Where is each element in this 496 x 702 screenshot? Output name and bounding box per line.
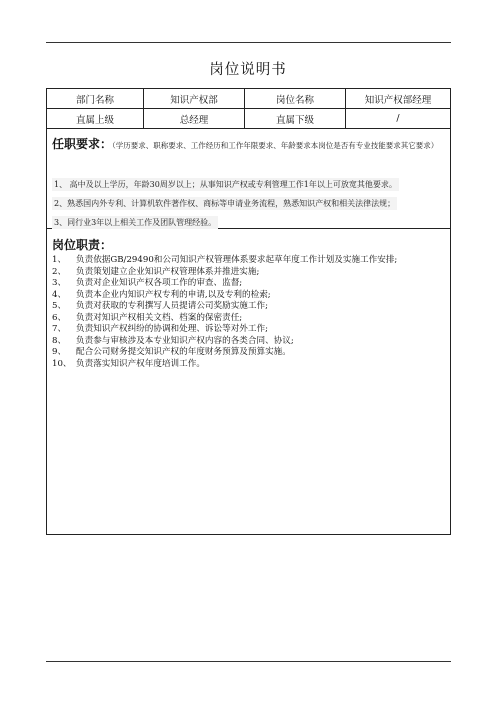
item-text: 负责策划建立企业知识产权管理体系并推进实施; [76,266,260,277]
table-row [47,109,451,129]
item-number: 1、 [52,255,67,265]
item-number: 6、 [52,312,67,323]
requirements-hint: （学历要求、职称要求、工作经历和工作年限要求、年龄要求本岗位是否有专业技能要求其它要求） [112,141,439,150]
list-item [52,290,397,302]
item-number: 5、 [52,301,67,311]
requirements-header [52,136,448,153]
item-number: 8、 [52,335,67,346]
label-position: 岗位名称 [244,89,345,109]
duties-list [52,255,397,370]
list-item [52,278,397,290]
label-department: 部门名称 [47,89,144,109]
item-text: 负责本企业内知识产权专利的申请,以及专利的检索; [76,289,271,300]
document-title: 岗位说明书 [209,62,287,78]
value-position: 知识产权部经理 [345,89,450,109]
label-subordinate: 直属下级 [244,109,345,129]
list-item [52,359,397,371]
list-item [52,336,397,348]
item-number: 9、 [52,347,67,357]
header-rule [46,42,451,43]
item-text: 负责对获取的专利撰写人员提请公司奖励实施工作; [76,301,268,311]
duties-section [46,228,451,535]
item-text: 负责对企业知识产权各项工作的审查、监督; [76,278,243,288]
item-text: 负责对知识产权相关文档、档案的保密责任; [76,312,243,323]
requirement-item: 2、熟悉国内外专利、计算机软件著作权、商标等申请业务流程，熟悉知识产权和相关法律法规； [54,199,396,208]
list-item [52,324,397,336]
item-number: 4、 [52,289,67,300]
requirement-item: 1、 高中及以上学历，年龄30周岁以上；从事知识产权或专利管理工作1年以上可放宽其他要求。 [54,180,397,189]
list-item [52,347,397,359]
item-text: 负责落实知识产权年度培训工作。 [76,358,205,369]
item-text: 配合公司财务提交知识产权的年度财务预算及预算实施。 [76,347,291,357]
item-number: 3、 [52,278,67,288]
table-row [47,89,451,109]
requirements-heading: 任职要求： [52,137,113,151]
requirements-section [46,127,451,229]
item-text: 负责参与审核涉及本专业知识产权内容的各类合同、协议; [76,335,294,346]
value-subordinate: / [345,109,450,129]
item-text: 负责知识产权纠纷的协调和处理、诉讼等对外工作; [76,324,268,334]
footer-rule [46,661,451,662]
list-item [52,267,397,279]
value-superior: 总经理 [143,109,244,129]
duties-heading: 岗位职责： [52,238,113,252]
job-info-table [46,88,451,129]
item-text: 负责依据GB/29490和公司知识产权管理体系要求起草年度工作计划及实施工作安排; [76,255,398,265]
item-number: 2、 [52,266,67,277]
label-superior: 直属上级 [47,109,144,129]
list-item [52,313,397,325]
item-number: 7、 [52,324,67,334]
requirement-item: 3、同行业3年以上相关工作及团队管理经验。 [54,218,217,227]
item-number: 10、 [52,358,72,369]
list-item [52,301,397,313]
value-department: 知识产权部 [143,89,244,109]
list-item [52,255,397,267]
